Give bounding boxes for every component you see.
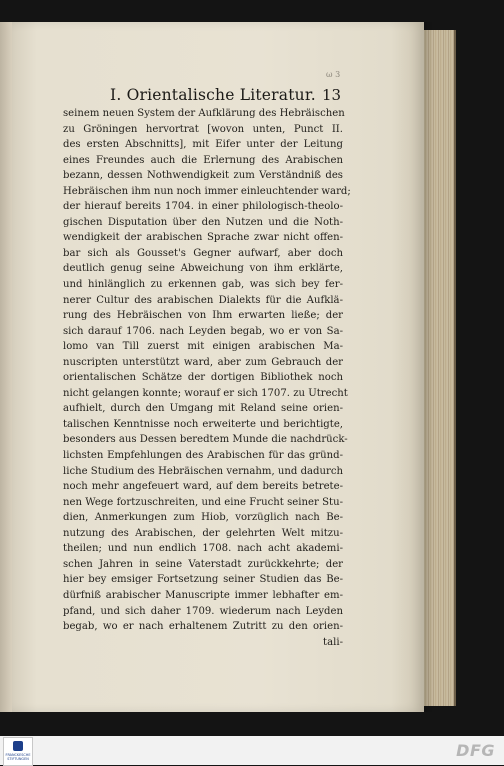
text-line: zu Gröningen hervortrat [wovon unten, Punct II. <box>63 123 343 135</box>
text-line: lomo van Till zuerst mit einigen arabischen Ma- <box>63 341 343 353</box>
page-number: 13 <box>322 86 342 104</box>
text-line: und hinlänglich zu erkennen gab, was sich bey fer- <box>63 279 343 291</box>
text-line: der hierauf bereits 1704. in einer philologisch-theolo- <box>63 201 343 213</box>
running-head: I. Orientalische Literatur. <box>110 86 316 104</box>
text-line: Hebräischen ihm nun noch immer einleuchtender ward; <box>63 185 351 197</box>
institution-logo[interactable] <box>3 737 33 766</box>
viewer-footer <box>0 736 504 765</box>
text-line: wendigkeit der arabischen Sprache zwar nicht offen- <box>63 232 343 244</box>
logo-mark-icon <box>13 741 23 751</box>
dfg-logo[interactable]: DFG <box>456 741 495 760</box>
text-line: schen Jahren in seine Vaterstadt zurückkehrte; der <box>63 558 343 570</box>
text-line: noch mehr angefeuert ward, auf dem bereits betrete- <box>63 481 343 493</box>
text-line: lichsten Empfehlungen des Arabischen für das gründ- <box>63 450 343 462</box>
catchword: tali- <box>323 636 343 648</box>
text-line: liche Studium des Hebräischen vernahm, und dadurch <box>63 465 343 477</box>
text-line: eines Freundes auch die Erlernung des Arabischen <box>63 154 343 166</box>
text-line: sich darauf 1706. nach Leyden begab, wo er von Sa- <box>63 325 343 337</box>
text-line: des ersten Abschnitts], mit Eifer unter der Leitung <box>63 139 343 151</box>
text-line: bezann, dessen Nothwendigkeit zum Verständniß des <box>63 170 343 182</box>
text-line: nicht gelangen konnte; worauf er sich 1707. zu Utrecht <box>63 387 348 399</box>
text-line: nen Wege fortzuschreiten, und eine Frucht seiner Stu- <box>63 496 343 508</box>
text-line: theilen; und nun endlich 1708. nach acht akademi- <box>63 543 343 555</box>
text-line: nutzung des Arabischen, der gelehrten Welt mitzu- <box>63 527 343 539</box>
text-line: begab, wo er nach erhaltenem Zutritt zu den orien- <box>63 621 343 633</box>
text-line: pfand, und sich daher 1709. wiederum nach Leyden <box>63 605 343 617</box>
text-line: aufhielt, durch den Umgang mit Reland seine orien- <box>63 403 343 415</box>
text-line: dürfniß arabischer Manuscripte immer lebhafter em- <box>63 589 343 601</box>
text-line: seinem neuen System der Aufklärung des Hebräischen <box>63 108 345 119</box>
body-text <box>63 106 351 650</box>
text-line: deutlich genug seine Abweichung von ihm erklärte, <box>63 263 343 275</box>
text-line: orientalischen Schätze der dortigen Bibliothek noch <box>63 372 343 384</box>
text-line: bar sich als Gousset's Gegner aufwarf, aber doch <box>63 247 343 259</box>
text-line: gischen Disputation über den Nutzen und die Noth- <box>63 216 343 228</box>
pencil-mark: ω 3 <box>326 70 341 79</box>
text-line: talischen Kenntnisse noch erweiterte und berichtigte, <box>63 418 343 430</box>
logo-text: FRANCKESCHE STIFTUNGEN <box>5 753 31 761</box>
text-line: dien, Anmerkungen zum Hiob, vorzüglich nach Be- <box>63 512 343 524</box>
text-line: nerer Cultur des arabischen Dialekts für die Aufklä- <box>63 294 343 306</box>
text-line: nuscripten unterstützt ward, aber zum Gebrauch der <box>63 356 343 368</box>
text-line: rung des Hebräischen von Ihm erwarten ließe; der <box>63 310 343 322</box>
text-line: besonders aus Dessen beredtem Munde die nachdrück- <box>63 434 348 446</box>
text-line: hier bey emsiger Fortsetzung seiner Studien das Be- <box>63 574 343 586</box>
page-shadow <box>424 22 434 712</box>
